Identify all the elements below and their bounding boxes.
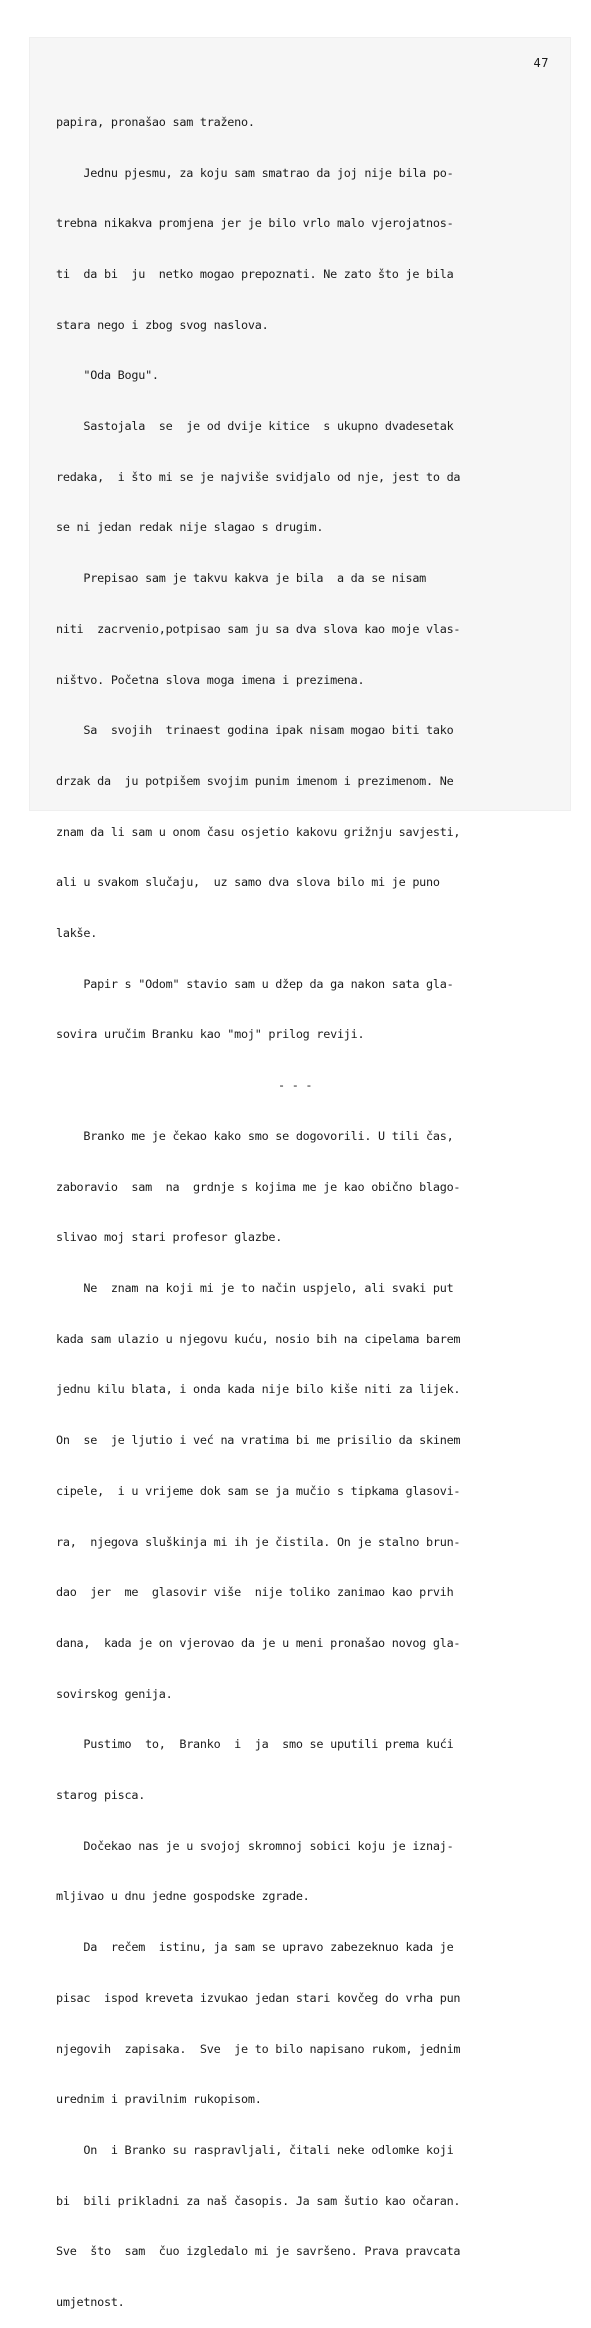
text-line: dana, kada je on vjerovao da je u meni pronašao novog gla- (56, 1635, 461, 1650)
text-line: ra, njegova sluškinja mi ih je čistila. On je stalno brun- (56, 1534, 461, 1549)
text-line: stara nego i zbog svog naslova. (56, 317, 269, 332)
text-line: urednim i pravilnim rukopisom. (56, 2092, 262, 2107)
section-separator: - - - (278, 1078, 313, 1093)
text-line: drzak da ju potpišem svojim punim imenom i prezimenom. Ne (56, 773, 454, 788)
text-line: Sastojala se je od dvije kitice s ukupno dvadesetak (56, 419, 454, 434)
text-line: Sve što sam čuo izgledalo mi je savršeno. Prava pravcata (56, 2244, 461, 2259)
text-line: kada sam ulazio u njegovu kuću, nosio bih na cipelama barem (56, 1331, 461, 1346)
text-line: bi bili prikladni za naš časopis. Ja sam šutio kao očaran. (56, 2193, 461, 2208)
text-line: trebna nikakva promjena jer je bilo vrlo malo vjerojatnos- (56, 216, 454, 231)
text-line: umjetnost. (56, 2295, 125, 2310)
body-text (56, 80, 542, 2328)
text-line: se ni jedan redak nije slagao s drugim. (56, 520, 324, 535)
text-line: Dočekao nas je u svojoj skromnoj sobici koju je iznaj- (56, 1838, 454, 1853)
text-line: Jednu pjesmu, za koju sam smatrao da joj nije bila po- (56, 165, 454, 180)
text-line: slivao moj stari profesor glazbe. (56, 1230, 283, 1245)
text-line: Sa svojih trinaest godina ipak nisam mogao biti tako (56, 723, 454, 738)
text-line: "Oda Bogu". (56, 368, 159, 383)
text-line: On i Branko su raspravljali, čitali neke odlomke koji (56, 2142, 454, 2157)
text-line: lakše. (56, 926, 98, 941)
text-line: Da rečem istinu, ja sam se upravo zabezeknuo kada je (56, 1940, 454, 1955)
text-line: Pustimo to, Branko i ja smo se uputili prema kući (56, 1737, 454, 1752)
text-line: redaka, i što mi se je najviše svidjalo od nje, jest to da (56, 469, 461, 484)
text-line: Branko me je čekao kako smo se dogovorili. U tili čas, (56, 1128, 454, 1143)
text-line: sovira uručim Branku kao "moj" prilog reviji. (56, 1027, 365, 1042)
text-line: ali u svakom slučaju, uz samo dva slova bilo mi je puno (56, 875, 440, 890)
text-line: cipele, i u vrijeme dok sam se ja mučio s tipkama glasovi- (56, 1483, 461, 1498)
text-line: ništvo. Početna slova moga imena i prezimena. (56, 672, 365, 687)
text-line: pisac ispod kreveta izvukao jedan stari kovčeg do vrha pun (56, 1990, 461, 2005)
text-line: niti zacrvenio,potpisao sam ju sa dva slova kao moje vlas- (56, 621, 461, 636)
text-line: njegovih zapisaka. Sve je to bilo napisano rukom, jednim (56, 2041, 461, 2056)
page-number: 47 (533, 56, 549, 70)
text-line: Prepisao sam je takvu kakva je bila a da se nisam (56, 571, 427, 586)
text-line: mljivao u dnu jedne gospodske zgrade. (56, 1889, 310, 1904)
text-line: ti da bi ju netko mogao prepoznati. Ne zato što je bila (56, 266, 454, 281)
text-line: zaboravio sam na grdnje s kojima me je kao obično blago- (56, 1179, 461, 1194)
text-line: jednu kilu blata, i onda kada nije bilo kiše niti za lijek. (56, 1382, 461, 1397)
text-line: dao jer me glasovir više nije toliko zanimao kao prvih (56, 1585, 454, 1600)
text-line: On se je ljutio i već na vratima bi me prisilio da skinem (56, 1433, 461, 1448)
text-line: papira, pronašao sam traženo. (56, 114, 255, 129)
text-line: starog pisca. (56, 1788, 146, 1803)
text-line: znam da li sam u onom času osjetio kakovu grižnju savjesti, (56, 824, 461, 839)
text-line: sovirskog genija. (56, 1686, 173, 1701)
text-line: Papir s "Odom" stavio sam u džep da ga nakon sata gla- (56, 976, 454, 991)
text-line: Ne znam na koji mi je to način uspjelo, ali svaki put (56, 1280, 454, 1295)
